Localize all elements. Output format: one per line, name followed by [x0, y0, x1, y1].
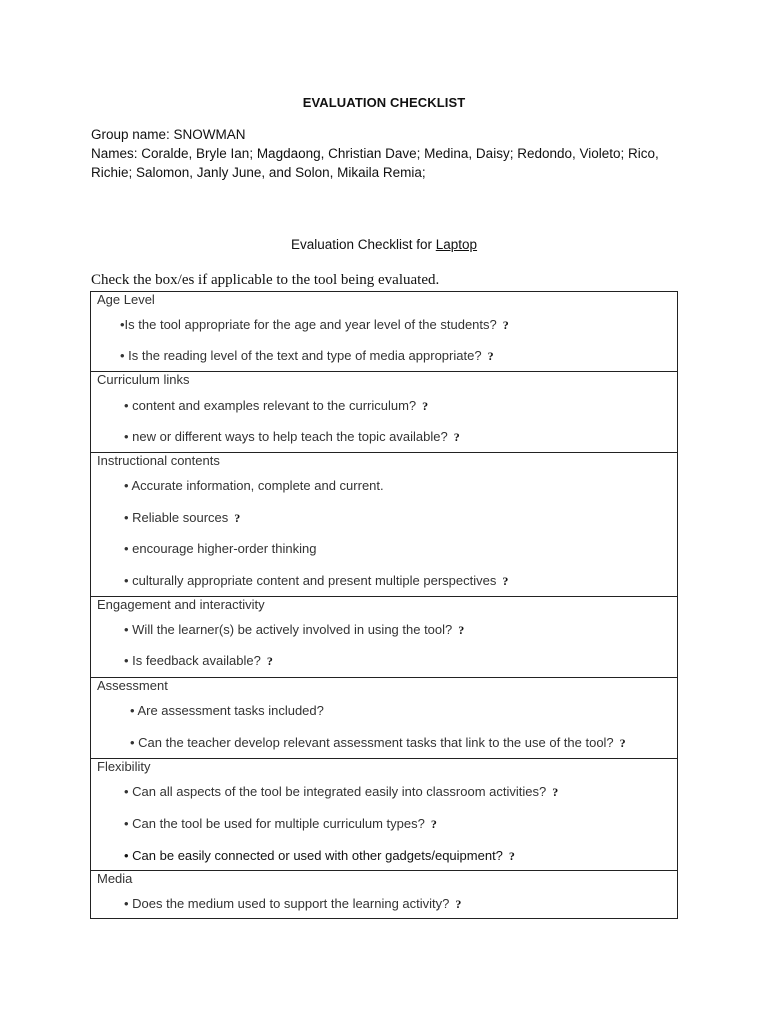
item-text: • Can the teacher develop relevant assessment tasks that link to the use of the tool?: [130, 735, 614, 750]
item-text: • encourage higher-order thinking: [124, 541, 317, 556]
item-text: • Does the medium used to support the learning activity?: [124, 896, 450, 911]
section-media: [91, 870, 677, 918]
checklist-table: [90, 291, 678, 919]
item-text: • Can all aspects of the tool be integrated easily into classroom activities?: [124, 784, 547, 799]
document-title: EVALUATION CHECKLIST: [302, 95, 466, 110]
section-age-level: [91, 292, 677, 371]
checklist-item[interactable]: [124, 896, 461, 912]
checklist-item[interactable]: [130, 703, 324, 719]
checklist-item[interactable]: [124, 429, 460, 445]
section-label: Age Level: [97, 292, 155, 307]
section-label: Media: [97, 871, 133, 886]
instruction-text: Check the box/es if applicable to the tool being evaluated.: [91, 272, 440, 288]
group-info: [91, 125, 691, 182]
section-curriculum-links: [91, 371, 677, 452]
item-text: • Will the learner(s) be actively involved in using the tool?: [124, 622, 453, 637]
item-mark: ?: [487, 349, 494, 363]
item-mark: ?: [430, 817, 437, 831]
item-mark: ?: [455, 897, 462, 911]
section-label: Curriculum links: [97, 372, 190, 387]
checklist-item[interactable]: [124, 848, 515, 864]
subtitle-tool: Laptop: [435, 237, 478, 252]
item-mark: ?: [422, 399, 429, 413]
section-label: Flexibility: [97, 759, 151, 774]
checklist-item[interactable]: [120, 317, 509, 333]
section-flexibility: [91, 758, 677, 870]
item-text: •Is the tool appropriate for the age and year level of the students?: [120, 317, 497, 332]
subtitle-prefix: Evaluation Checklist for: [290, 237, 436, 252]
item-mark: ?: [266, 654, 273, 668]
item-mark: ?: [502, 574, 509, 588]
item-mark: ?: [453, 430, 460, 444]
item-text: • Can the tool be used for multiple curriculum types?: [124, 816, 425, 831]
checklist-item[interactable]: [124, 653, 273, 669]
checklist-item[interactable]: [130, 735, 626, 751]
names-line-1: Names: Coralde, Bryle Ian; Magdaong, Christian Dave; Medina, Daisy; Redondo, Violeto; Rico,: [91, 146, 659, 161]
checklist-item[interactable]: [124, 816, 437, 832]
item-mark: ?: [552, 785, 559, 799]
item-text: • new or different ways to help teach the topic available?: [124, 429, 448, 444]
names-line-2: Richie; Salomon, Janly June, and Solon, Mikaila Remia;: [91, 165, 426, 180]
item-mark: ?: [502, 318, 509, 332]
section-assessment: [91, 677, 677, 758]
item-text: • Reliable sources: [124, 510, 229, 525]
section-engagement: [91, 596, 677, 677]
item-text: • culturally appropriate content and present multiple perspectives: [124, 573, 497, 588]
item-text: • content and examples relevant to the curriculum?: [124, 398, 417, 413]
item-text: • Is feedback available?: [124, 653, 261, 668]
checklist-item[interactable]: [124, 573, 508, 589]
item-mark: ?: [508, 849, 515, 863]
item-mark: ?: [458, 623, 465, 637]
checklist-item[interactable]: [124, 478, 384, 494]
checklist-item[interactable]: [124, 398, 428, 414]
checklist-subtitle: [0, 237, 768, 252]
item-text: • Can be easily connected or used with other gadgets/equipment?: [124, 848, 503, 863]
item-text: • Accurate information, complete and current.: [124, 478, 384, 493]
section-label: Engagement and interactivity: [97, 597, 265, 612]
checklist-item[interactable]: [124, 622, 464, 638]
checklist-item[interactable]: [124, 784, 558, 800]
item-mark: ?: [234, 511, 241, 525]
checklist-item[interactable]: [120, 348, 494, 364]
checklist-item[interactable]: [124, 510, 240, 526]
item-text: • Are assessment tasks included?: [130, 703, 324, 718]
item-mark: ?: [619, 736, 626, 750]
section-label: Instructional contents: [97, 453, 220, 468]
checklist-item[interactable]: [124, 541, 316, 557]
section-label: Assessment: [97, 678, 168, 693]
group-name-line: Group name: SNOWMAN: [91, 127, 246, 142]
section-instructional-contents: [91, 452, 677, 596]
item-text: • Is the reading level of the text and type of media appropriate?: [120, 348, 482, 363]
